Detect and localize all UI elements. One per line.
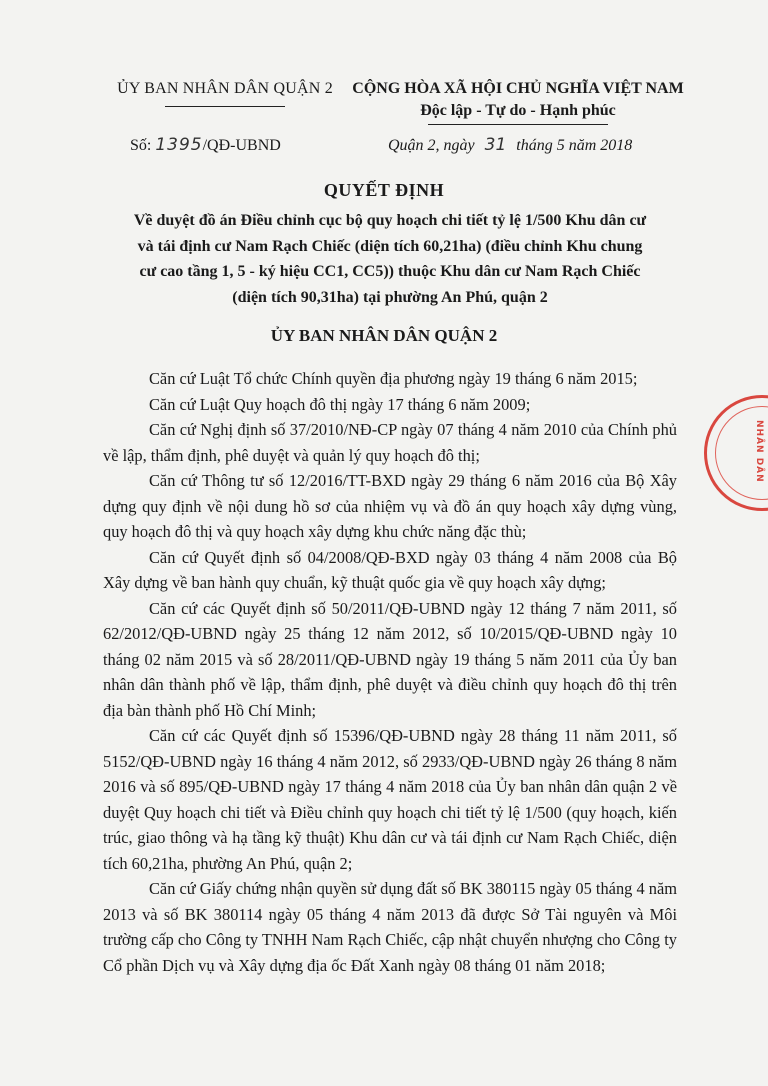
- handwritten-day: 31: [484, 135, 507, 155]
- authority-name: ỦY BAN NHÂN DÂN QUẬN 2: [117, 80, 333, 97]
- document-number: [130, 135, 281, 155]
- seal-text: NHÂN DÂN: [754, 420, 764, 483]
- subject-line: và tái định cư Nam Rạch Chiếc (diện tích 60,21ha) (điều chỉnh Khu chung: [137, 237, 643, 255]
- date-suffix: tháng 5 năm 2018: [516, 137, 633, 154]
- legal-basis-paragraph: Căn cứ Luật Quy hoạch đô thị ngày 17 tháng 6 năm 2009;: [149, 394, 531, 414]
- issue-date: [388, 135, 632, 155]
- handwritten-number: 1395: [155, 135, 203, 155]
- republic-name: CỘNG HÒA XÃ HỘI CHỦ NGHĨA VIỆT NAM: [352, 80, 684, 97]
- number-prefix: Số:: [130, 137, 152, 154]
- divider: [165, 106, 285, 107]
- document-subject: [100, 208, 680, 310]
- date-prefix: Quận 2, ngày: [388, 137, 475, 154]
- document-title: QUYẾT ĐỊNH: [323, 180, 445, 200]
- legal-basis-paragraph: Căn cứ Luật Tổ chức Chính quyền địa phương ngày 19 tháng 6 năm 2015;: [149, 369, 638, 388]
- legal-basis-paragraph: Căn cứ các Quyết định số 50/2011/QĐ-UBND ngày 12 tháng 7 năm 2011, số 62/2012/QĐ-UBND ngày 25 tháng 12 năm 2012, số 10/2015/QĐ-UBND ngày 10 tháng 02 năm 2015 và số 28/2011/QĐ-UBND ngày 19 tháng 5 năm 2011 của Ủy ban nhân dân thành phố về lập, thẩm định, phê duyệt và điều chỉnh quy hoạch đô thị trên địa bàn thành phố Hồ Chí Minh;: [103, 598, 677, 720]
- issuer-heading: ỦY BAN NHÂN DÂN QUẬN 2: [270, 326, 498, 345]
- legal-basis-paragraph: Căn cứ Nghị định số 37/2010/NĐ-CP ngày 07 tháng 4 năm 2010 của Chính phủ về lập, thẩm định, phê duyệt và quản lý quy hoạch đô thị;: [103, 420, 677, 465]
- number-suffix: /QĐ-UBND: [202, 137, 281, 154]
- divider: [428, 124, 608, 125]
- subject-line: (diện tích 90,31ha) tại phường An Phú, quận 2: [232, 288, 548, 306]
- subject-line: Về duyệt đồ án Điều chỉnh cục bộ quy hoạch chi tiết tỷ lệ 1/500 Khu dân cư: [133, 212, 647, 229]
- legal-basis-paragraph: Căn cứ Giấy chứng nhận quyền sử dụng đất số BK 380115 ngày 05 tháng 4 năm 2013 và số BK 380114 ngày 05 tháng 4 năm 2013 đã được Sở Tài nguyên và Môi trường cấp cho Công ty TNHH Nam Rạch Chiếc, cập nhật chuyển nhượng cho Công ty Cổ phần Dịch vụ và Xây dựng địa ốc Đất Xanh ngày 08 tháng 01 năm 2018;: [103, 879, 677, 975]
- legal-basis-paragraph: Căn cứ các Quyết định số 15396/QĐ-UBND ngày 28 tháng 11 năm 2011, số 5152/QĐ-UBND ngày 16 tháng 4 năm 2012, số 2933/QĐ-UBND ngày 26 tháng 8 năm 2016 và số 895/QĐ-UBND ngày 17 tháng 4 năm 2018 của Ủy ban nhân dân quận 2 về duyệt Quy hoạch chi tiết và Điều chỉnh quy hoạch chi tiết tỷ lệ 1/500 (quy hoạch, kiến trúc, giao thông và hạ tầng kỹ thuật) Khu dân cư và tái định cư Nam Rạch Chiếc, diện tích 60,21ha, phường An Phú, quận 2;: [103, 726, 677, 873]
- national-motto: Độc lập - Tự do - Hạnh phúc: [420, 102, 616, 119]
- document-body: [103, 366, 677, 978]
- issuing-authority-header: [100, 80, 350, 107]
- subject-line: cư cao tầng 1, 5 - ký hiệu CC1, CC5)) thuộc Khu dân cư Nam Rạch Chiếc: [139, 263, 641, 280]
- legal-basis-paragraph: Căn cứ Thông tư số 12/2016/TT-BXD ngày 29 tháng 6 năm 2016 của Bộ Xây dựng quy định về nội dung hồ sơ của nhiệm vụ và đồ án quy hoạch xây dựng vùng, quy hoạch đô thị và quy hoạch xây dựng khu chức năng đặc thù;: [103, 471, 677, 541]
- national-header: [338, 80, 698, 125]
- legal-basis-paragraph: Căn cứ Quyết định số 04/2008/QĐ-BXD ngày 03 tháng 4 năm 2008 của Bộ Xây dựng về ban hành quy chuẩn, kỹ thuật quốc gia về quy hoạch xây dựng;: [103, 547, 677, 592]
